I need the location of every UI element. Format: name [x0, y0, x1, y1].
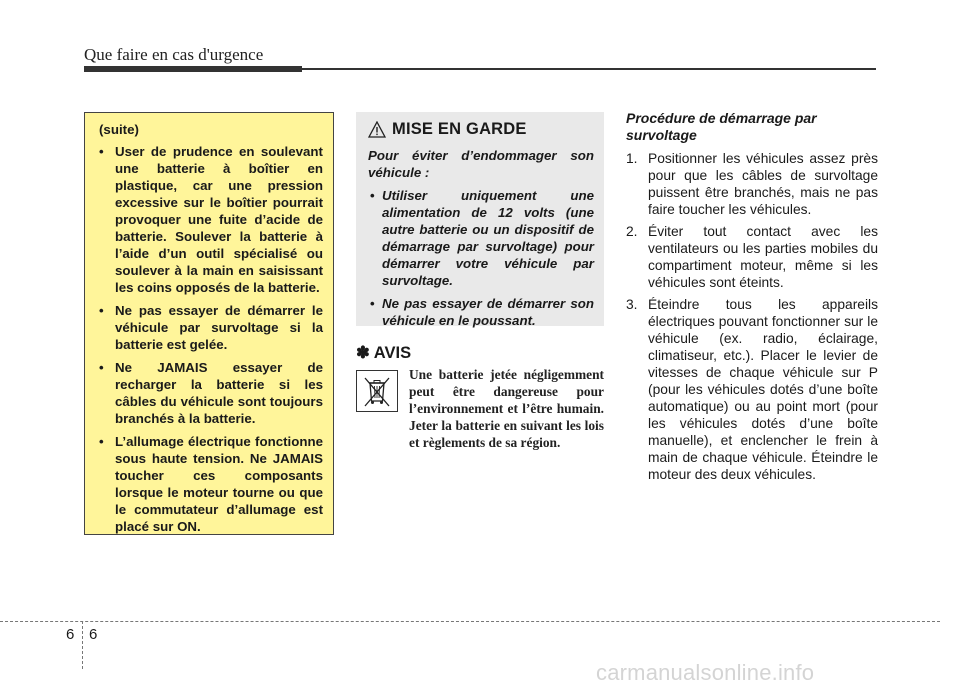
procedure-step: [626, 150, 878, 218]
continued-label: (suite): [99, 122, 139, 137]
caution-item-push: • Ne pas essayer de démarrer son véhicule en le poussant.: [368, 295, 594, 329]
procedure-step: [626, 296, 878, 483]
step-text: Positionner les véhicules assez près pour que les câbles de survoltage puissent être branchés, mais ne pas faire toucher les véhicules.: [648, 151, 878, 217]
step-text: Éteindre tous les appareils électriques pouvant fonctionner sur le véhicule (ex. radio, éclairage, climatiseur, etc.). Placer le levier de vitesses de chaque véhicule sur P (pour les véhicules dotés d’une boîte automatique) ou au point mort (pour les véhicules dotés d’une boîte manuelle), et enclencher le frein à main de chaque véhicule. Éteindre le moteur des deux véhicules.: [648, 297, 878, 482]
step-number: 1.: [626, 151, 638, 166]
caution-list: [368, 187, 594, 329]
page-title: Que faire en cas d'urgence: [84, 45, 264, 64]
caution-header: [368, 120, 594, 139]
notice-title: ✽ AVIS: [356, 344, 412, 362]
caution-item-12v: • Utiliser uniquement une alimentation de 12 volts (une autre batterie ou un dispositif de démarrage par survoltage) pour démarrer votre véhicule par survoltage.: [368, 187, 594, 289]
step-text: Éviter tout contact avec les ventilateurs ou les parties mobiles du compartiment moteur, même si les véhicules sont éteints.: [648, 224, 878, 290]
caution-box: [356, 112, 604, 326]
crossed-out-bin-icon: [356, 370, 398, 412]
warning-item-ignition: • L’allumage électrique fonctionne sous haute tension. Ne JAMAIS toucher ces composants lorsque le moteur tourne ou que le commutateur d’allumage est placé sur ON.: [93, 433, 323, 535]
notice-text: Une batterie jetée négligemment peut être dangereuse pour l’environnement et l’être humain. Jeter la batterie en suivant les lois et règlements de sa région.: [409, 367, 604, 450]
procedure-title: Procédure de démarrage par survoltage: [626, 110, 817, 143]
jump-start-procedure: [626, 110, 878, 488]
warning-item-frozen: • Ne pas essayer de démarrer le véhicule par survoltage si la batterie est gelée.: [93, 302, 323, 353]
step-number: 2.: [626, 224, 638, 239]
warning-continued-panel: [84, 112, 334, 535]
warning-item-recharge: • Ne JAMAIS essayer de recharger la batterie si les câbles du véhicule sont toujours branchés à la batterie.: [93, 359, 323, 427]
caution-title: MISE EN GARDE: [392, 120, 527, 138]
watermark: carmanualsonline.info: [596, 660, 815, 685]
footer-divider: [82, 621, 83, 669]
header-rule: [84, 68, 876, 70]
page-number: 6: [89, 626, 98, 643]
procedure-steps: [626, 150, 878, 483]
caution-intro: Pour éviter d’endommager son véhicule :: [368, 148, 594, 180]
page-section-number: 6: [66, 626, 75, 643]
warning-list: [93, 143, 323, 535]
footer-rule: [0, 621, 940, 622]
procedure-step: [626, 223, 878, 291]
warning-item-lifting: • User de prudence en soulevant une batterie à boîtier en plastique, car une pression excessive sur le boîtier pourrait provoquer une fuite d’acide de batterie. Soulever la batterie à l’aide d’un outil spécialisé ou soulever à la main en saisissant les coins opposés de la batterie.: [93, 143, 323, 296]
step-number: 3.: [626, 297, 638, 312]
warning-triangle-icon: [368, 121, 386, 138]
